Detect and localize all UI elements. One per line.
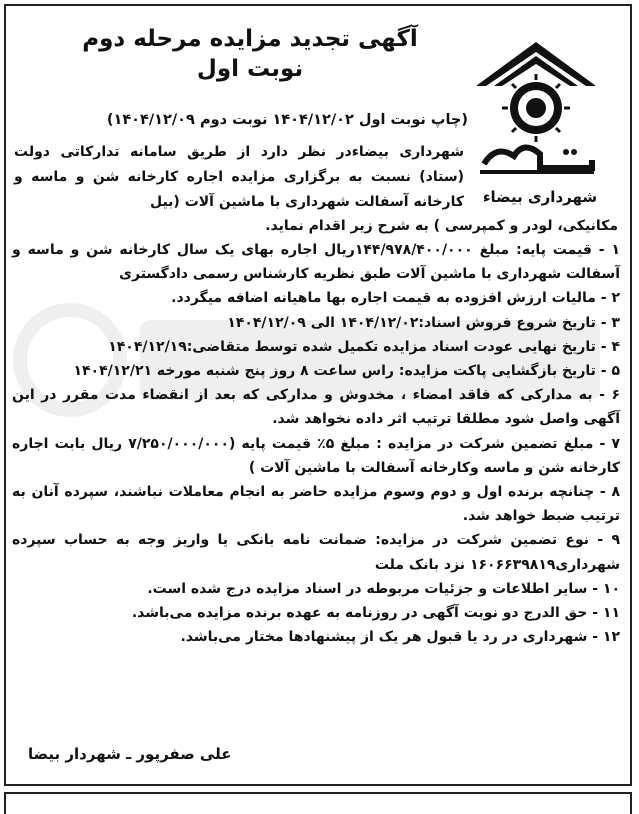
list-item: ۷ - مبلغ تضمین شرکت در مزایده : مبلغ ۵٪ قیمت پایه (۷/۲۵۰/۰۰۰/۰۰۰ ریال بابت اجاره کارخانه شن و ماسه وکارخانه آسفالت با ماشین آلات ) — [12, 435, 620, 476]
list-item: ۱۱ - حق الدرج دو نوبت آگهی در روزنامه به عهده برنده مزایده می‌باشد. — [131, 605, 620, 622]
print-dates: (چاپ نوبت اول ۱۴۰۴/۱۲/۰۲ نوبت دوم ۱۴۰۴/۱۲/۰۹) — [106, 112, 468, 128]
intro-paragraph: شهرداری بیضاءدر نظر دارد از طریق سامانه تدارکاتی دولت (ستاد) نسبت به برگزاری مزایده اجاره کارخانه شن و ماسه و کارخانه آسفالت شهرداری با ماشین آلات (بیل — [14, 144, 464, 210]
list-item: ۱۲ - شهرداری در رد یا قبول هر یک از پیشنهادها مختار می‌باشد. — [180, 629, 620, 646]
list-item: ۹ - نوع تضمین شرکت در مزایده: ضمانت نامه بانکی یا واریز وجه به حساب سپرده شهرداری۱۶۰۶۶۳۹۸۱۹ نزد بانک ملت — [12, 532, 620, 573]
list-item: ۴ - تاریخ نهایی عودت اسناد مزایده تکمیل شده توسط متقاضی:۱۴۰۴/۱۲/۱۹ — [108, 338, 620, 355]
notice-title — [40, 24, 460, 84]
list-item: ۱۰ - سایر اطلاعات و جزئیات مربوطه در اسناد مزایده درج شده است. — [147, 580, 620, 597]
intro-continuation: مکانیکی، لودر و کمپرسی ) به شرح زیر اقدام نماید. — [265, 218, 618, 234]
list-item: ۸ - چنانچه برنده اول و دوم وسوم مزایده حاضر به انجام معاملات نباشند، سپرده آنان به ترتیب ضبط خواهد شد. — [12, 484, 620, 525]
list-item: ۱ - قیمت پایه: مبلغ ۱۴۴/۹۷۸/۴۰۰/۰۰۰ریال اجاره بهای یک سال کارخانه شن و ماسه و آسفالت شهرداری با ماشین آلات طبق نظریه کارشناس رسمی دادگستری — [12, 242, 620, 283]
title-line-2: نوبت اول — [196, 56, 304, 82]
municipality-logo — [466, 36, 606, 186]
conditions-list — [12, 238, 620, 649]
list-item: ۵ - تاریخ بازگشایی پاکت مزایده: راس ساعت ۸ روز پنج شنبه مورخه ۱۴۰۴/۱۲/۲۱ — [73, 363, 620, 380]
next-notice-frame — [4, 792, 632, 814]
list-item: ۲ - مالیات ارزش افزوده به قیمت اجاره بها ماهیانه اضافه میگردد. — [171, 290, 620, 307]
logo-caption: شهرداری بیضاء — [482, 188, 598, 206]
title-line-1: آگهی تجدید مزایده مرحله دوم — [82, 26, 418, 52]
list-item: ۶ - به مدارکی که فاقد امضاء ، مخدوش و مدارکی که بعد از انقضاء مدت مقرر در این آگهی واصل شود مطلقا ترتیب اثر داده نخواهد شد. — [12, 387, 620, 428]
signature: علی صفرپور ـ شهردار بیضا — [28, 745, 232, 763]
list-item: ۳ - تاریخ شروع فروش اسناد:۱۴۰۴/۱۲/۰۲ الی ۱۴۰۴/۱۲/۰۹ — [227, 314, 620, 331]
